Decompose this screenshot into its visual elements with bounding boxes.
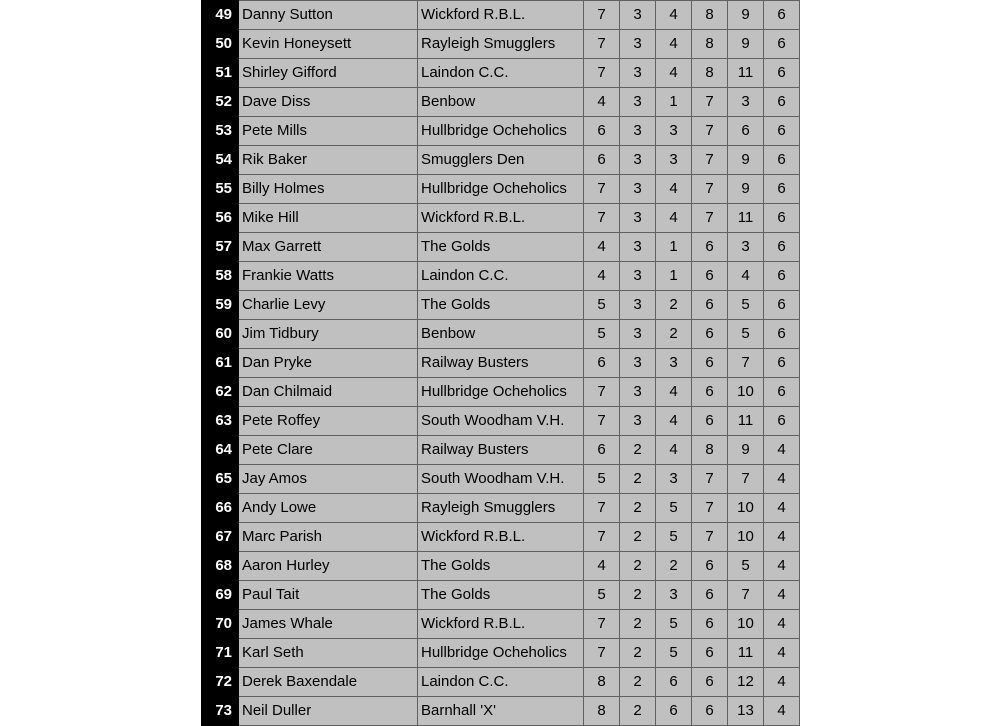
stat-cell-2: 3: [620, 378, 656, 407]
stat-cell-6: 6: [764, 233, 800, 262]
team-name-cell: Wickford R.B.L.: [418, 610, 584, 639]
team-name-cell: Railway Busters: [418, 436, 584, 465]
stat-cell-2: 2: [620, 552, 656, 581]
stat-cell-2: 2: [620, 639, 656, 668]
player-name-cell: Karl Seth: [239, 639, 418, 668]
stat-cell-1: 7: [584, 59, 620, 88]
team-name-cell: Hullbridge Ocheholics: [418, 378, 584, 407]
stat-cell-2: 3: [620, 88, 656, 117]
team-name-cell: The Golds: [418, 552, 584, 581]
stat-cell-3: 3: [656, 465, 692, 494]
player-name-cell: Charlie Levy: [239, 291, 418, 320]
stat-cell-1: 7: [584, 175, 620, 204]
stat-cell-1: 4: [584, 552, 620, 581]
rank-cell: 65: [202, 465, 239, 494]
table-row: [202, 233, 800, 262]
player-name-cell: Dan Chilmaid: [239, 378, 418, 407]
stat-cell-1: 7: [584, 204, 620, 233]
stat-cell-4: 7: [692, 88, 728, 117]
table-row: [202, 639, 800, 668]
stat-cell-2: 2: [620, 465, 656, 494]
table-row: [202, 378, 800, 407]
rank-cell: 59: [202, 291, 239, 320]
player-name-cell: Rik Baker: [239, 146, 418, 175]
table-row: [202, 30, 800, 59]
rank-cell: 60: [202, 320, 239, 349]
player-name-cell: Pete Clare: [239, 436, 418, 465]
team-name-cell: Hullbridge Ocheholics: [418, 117, 584, 146]
table-row: [202, 146, 800, 175]
rank-cell: 52: [202, 88, 239, 117]
stat-cell-1: 8: [584, 668, 620, 697]
table-row: [202, 494, 800, 523]
stat-cell-6: 6: [764, 320, 800, 349]
table-row: [202, 523, 800, 552]
rank-cell: 53: [202, 117, 239, 146]
stat-cell-6: 4: [764, 639, 800, 668]
player-name-cell: Max Garrett: [239, 233, 418, 262]
stat-cell-5: 9: [728, 146, 764, 175]
team-name-cell: Wickford R.B.L.: [418, 523, 584, 552]
stat-cell-3: 2: [656, 552, 692, 581]
stat-cell-5: 5: [728, 320, 764, 349]
stat-cell-1: 7: [584, 378, 620, 407]
table-row: [202, 407, 800, 436]
stat-cell-3: 2: [656, 320, 692, 349]
stat-cell-6: 6: [764, 117, 800, 146]
stat-cell-1: 6: [584, 349, 620, 378]
stat-cell-3: 1: [656, 262, 692, 291]
stat-cell-4: 8: [692, 436, 728, 465]
stat-cell-5: 7: [728, 349, 764, 378]
stat-cell-5: 4: [728, 262, 764, 291]
stat-cell-6: 4: [764, 436, 800, 465]
table-row: [202, 610, 800, 639]
stat-cell-6: 6: [764, 262, 800, 291]
stat-cell-1: 4: [584, 233, 620, 262]
stat-cell-5: 7: [728, 581, 764, 610]
player-name-cell: Jay Amos: [239, 465, 418, 494]
stat-cell-2: 2: [620, 523, 656, 552]
rank-cell: 70: [202, 610, 239, 639]
stat-cell-1: 7: [584, 610, 620, 639]
stat-cell-3: 3: [656, 117, 692, 146]
player-name-cell: Aaron Hurley: [239, 552, 418, 581]
stat-cell-3: 4: [656, 407, 692, 436]
rank-cell: 50: [202, 30, 239, 59]
team-name-cell: Benbow: [418, 88, 584, 117]
player-name-cell: Marc Parish: [239, 523, 418, 552]
table-row: [202, 668, 800, 697]
rank-cell: 67: [202, 523, 239, 552]
stat-cell-4: 6: [692, 639, 728, 668]
stat-cell-1: 5: [584, 320, 620, 349]
stat-cell-6: 6: [764, 204, 800, 233]
player-table: [201, 0, 800, 726]
rank-cell: 69: [202, 581, 239, 610]
stat-cell-3: 4: [656, 30, 692, 59]
stat-cell-1: 5: [584, 291, 620, 320]
rank-cell: 56: [202, 204, 239, 233]
stat-cell-6: 4: [764, 552, 800, 581]
stat-cell-6: 4: [764, 697, 800, 726]
team-name-cell: Railway Busters: [418, 349, 584, 378]
stat-cell-6: 4: [764, 610, 800, 639]
stat-cell-3: 5: [656, 494, 692, 523]
stat-cell-6: 6: [764, 407, 800, 436]
stat-cell-4: 6: [692, 407, 728, 436]
stat-cell-5: 13: [728, 697, 764, 726]
table-row: [202, 1, 800, 30]
stat-cell-5: 5: [728, 552, 764, 581]
stat-cell-4: 6: [692, 291, 728, 320]
stat-cell-6: 6: [764, 59, 800, 88]
stat-cell-1: 7: [584, 1, 620, 30]
player-name-cell: Billy Holmes: [239, 175, 418, 204]
team-name-cell: Hullbridge Ocheholics: [418, 175, 584, 204]
stat-cell-4: 6: [692, 349, 728, 378]
stat-cell-2: 3: [620, 146, 656, 175]
stat-cell-5: 9: [728, 30, 764, 59]
stat-cell-2: 2: [620, 494, 656, 523]
stat-cell-5: 11: [728, 639, 764, 668]
stat-cell-4: 6: [692, 668, 728, 697]
stat-cell-6: 4: [764, 465, 800, 494]
stat-cell-2: 2: [620, 610, 656, 639]
rank-cell: 58: [202, 262, 239, 291]
stat-cell-5: 10: [728, 610, 764, 639]
stat-cell-5: 11: [728, 204, 764, 233]
table-row: [202, 204, 800, 233]
stat-cell-1: 7: [584, 407, 620, 436]
stat-cell-2: 3: [620, 262, 656, 291]
team-name-cell: Rayleigh Smugglers: [418, 494, 584, 523]
stat-cell-2: 3: [620, 59, 656, 88]
stat-cell-2: 2: [620, 581, 656, 610]
player-name-cell: Derek Baxendale: [239, 668, 418, 697]
stat-cell-5: 3: [728, 233, 764, 262]
stat-cell-5: 11: [728, 59, 764, 88]
stat-cell-4: 7: [692, 204, 728, 233]
stat-cell-4: 8: [692, 59, 728, 88]
table-row: [202, 697, 800, 726]
stat-cell-6: 6: [764, 291, 800, 320]
stat-cell-4: 6: [692, 552, 728, 581]
team-name-cell: South Woodham V.H.: [418, 465, 584, 494]
rank-cell: 61: [202, 349, 239, 378]
stat-cell-5: 9: [728, 1, 764, 30]
stat-cell-5: 3: [728, 88, 764, 117]
rank-cell: 51: [202, 59, 239, 88]
stat-cell-1: 7: [584, 523, 620, 552]
stat-cell-6: 6: [764, 88, 800, 117]
team-name-cell: Smugglers Den: [418, 146, 584, 175]
stat-cell-3: 4: [656, 1, 692, 30]
stat-cell-1: 4: [584, 88, 620, 117]
stat-cell-3: 3: [656, 146, 692, 175]
stat-cell-3: 3: [656, 581, 692, 610]
table-row: [202, 175, 800, 204]
stat-cell-5: 5: [728, 291, 764, 320]
team-name-cell: Hullbridge Ocheholics: [418, 639, 584, 668]
stat-cell-1: 5: [584, 581, 620, 610]
stat-cell-5: 10: [728, 494, 764, 523]
table-row: [202, 436, 800, 465]
stat-cell-6: 4: [764, 668, 800, 697]
team-name-cell: Rayleigh Smugglers: [418, 30, 584, 59]
stat-cell-1: 5: [584, 465, 620, 494]
player-name-cell: Andy Lowe: [239, 494, 418, 523]
rank-cell: 54: [202, 146, 239, 175]
stat-cell-3: 5: [656, 610, 692, 639]
player-name-cell: James Whale: [239, 610, 418, 639]
stat-cell-3: 4: [656, 204, 692, 233]
stat-cell-3: 4: [656, 378, 692, 407]
stat-cell-1: 7: [584, 639, 620, 668]
stat-cell-2: 3: [620, 1, 656, 30]
stat-cell-5: 11: [728, 407, 764, 436]
stat-cell-6: 6: [764, 175, 800, 204]
stat-cell-3: 6: [656, 668, 692, 697]
stat-cell-2: 3: [620, 117, 656, 146]
stat-cell-4: 6: [692, 320, 728, 349]
stat-cell-4: 7: [692, 465, 728, 494]
stat-cell-3: 1: [656, 88, 692, 117]
stat-cell-2: 3: [620, 349, 656, 378]
team-name-cell: Laindon C.C.: [418, 668, 584, 697]
stat-cell-2: 2: [620, 697, 656, 726]
stat-cell-1: 4: [584, 262, 620, 291]
rank-cell: 55: [202, 175, 239, 204]
rank-cell: 57: [202, 233, 239, 262]
player-name-cell: Kevin Honeysett: [239, 30, 418, 59]
stat-cell-1: 7: [584, 30, 620, 59]
table-row: [202, 262, 800, 291]
rank-cell: 64: [202, 436, 239, 465]
team-name-cell: The Golds: [418, 291, 584, 320]
stat-cell-2: 3: [620, 233, 656, 262]
stat-cell-5: 9: [728, 436, 764, 465]
stat-cell-4: 6: [692, 378, 728, 407]
stat-cell-6: 6: [764, 30, 800, 59]
table-row: [202, 349, 800, 378]
stat-cell-3: 2: [656, 291, 692, 320]
table-row: [202, 88, 800, 117]
team-name-cell: The Golds: [418, 233, 584, 262]
stat-cell-2: 2: [620, 436, 656, 465]
player-name-cell: Mike Hill: [239, 204, 418, 233]
rank-cell: 68: [202, 552, 239, 581]
stat-cell-4: 6: [692, 697, 728, 726]
table-row: [202, 59, 800, 88]
player-name-cell: Dan Pryke: [239, 349, 418, 378]
stat-cell-2: 3: [620, 320, 656, 349]
stat-cell-5: 10: [728, 523, 764, 552]
stat-cell-5: 7: [728, 465, 764, 494]
rank-cell: 66: [202, 494, 239, 523]
stat-cell-6: 4: [764, 581, 800, 610]
player-name-cell: Danny Sutton: [239, 1, 418, 30]
stat-cell-6: 4: [764, 494, 800, 523]
stat-cell-1: 6: [584, 117, 620, 146]
stat-cell-4: 7: [692, 523, 728, 552]
team-name-cell: Laindon C.C.: [418, 262, 584, 291]
stat-cell-3: 4: [656, 175, 692, 204]
stat-cell-5: 6: [728, 117, 764, 146]
standings-table: [201, 0, 799, 726]
rank-cell: 49: [202, 1, 239, 30]
stat-cell-4: 7: [692, 175, 728, 204]
stat-cell-3: 4: [656, 436, 692, 465]
stat-cell-3: 5: [656, 523, 692, 552]
player-name-cell: Jim Tidbury: [239, 320, 418, 349]
stat-cell-5: 10: [728, 378, 764, 407]
stat-cell-1: 6: [584, 146, 620, 175]
team-name-cell: Wickford R.B.L.: [418, 1, 584, 30]
team-name-cell: South Woodham V.H.: [418, 407, 584, 436]
stat-cell-6: 6: [764, 146, 800, 175]
team-name-cell: Wickford R.B.L.: [418, 204, 584, 233]
rank-cell: 71: [202, 639, 239, 668]
player-name-cell: Pete Roffey: [239, 407, 418, 436]
player-name-cell: Paul Tait: [239, 581, 418, 610]
stat-cell-3: 1: [656, 233, 692, 262]
table-row: [202, 552, 800, 581]
stat-cell-1: 6: [584, 436, 620, 465]
table-row: [202, 465, 800, 494]
stat-cell-4: 7: [692, 494, 728, 523]
player-name-cell: Neil Duller: [239, 697, 418, 726]
stat-cell-2: 3: [620, 407, 656, 436]
stat-cell-6: 6: [764, 1, 800, 30]
stat-cell-2: 3: [620, 175, 656, 204]
player-name-cell: Shirley Gifford: [239, 59, 418, 88]
stat-cell-4: 7: [692, 146, 728, 175]
stat-cell-4: 8: [692, 30, 728, 59]
table-row: [202, 581, 800, 610]
stat-cell-2: 2: [620, 668, 656, 697]
stat-cell-2: 3: [620, 204, 656, 233]
rank-cell: 72: [202, 668, 239, 697]
team-name-cell: Barnhall 'X': [418, 697, 584, 726]
stat-cell-2: 3: [620, 291, 656, 320]
stat-cell-5: 9: [728, 175, 764, 204]
stat-cell-4: 8: [692, 1, 728, 30]
stat-cell-2: 3: [620, 30, 656, 59]
player-name-cell: Frankie Watts: [239, 262, 418, 291]
rank-cell: 63: [202, 407, 239, 436]
stat-cell-3: 5: [656, 639, 692, 668]
table-row: [202, 291, 800, 320]
stat-cell-4: 6: [692, 262, 728, 291]
stat-cell-4: 6: [692, 233, 728, 262]
table-row: [202, 320, 800, 349]
stat-cell-4: 6: [692, 610, 728, 639]
player-name-cell: Dave Diss: [239, 88, 418, 117]
stat-cell-4: 7: [692, 117, 728, 146]
player-name-cell: Pete Mills: [239, 117, 418, 146]
stat-cell-6: 4: [764, 523, 800, 552]
stat-cell-1: 8: [584, 697, 620, 726]
stat-cell-6: 6: [764, 378, 800, 407]
stat-cell-3: 6: [656, 697, 692, 726]
table-row: [202, 117, 800, 146]
team-name-cell: Laindon C.C.: [418, 59, 584, 88]
stat-cell-6: 6: [764, 349, 800, 378]
stat-cell-1: 7: [584, 494, 620, 523]
team-name-cell: Benbow: [418, 320, 584, 349]
rank-cell: 62: [202, 378, 239, 407]
stat-cell-5: 12: [728, 668, 764, 697]
stat-cell-3: 3: [656, 349, 692, 378]
rank-cell: 73: [202, 697, 239, 726]
stat-cell-3: 4: [656, 59, 692, 88]
stat-cell-4: 6: [692, 581, 728, 610]
team-name-cell: The Golds: [418, 581, 584, 610]
